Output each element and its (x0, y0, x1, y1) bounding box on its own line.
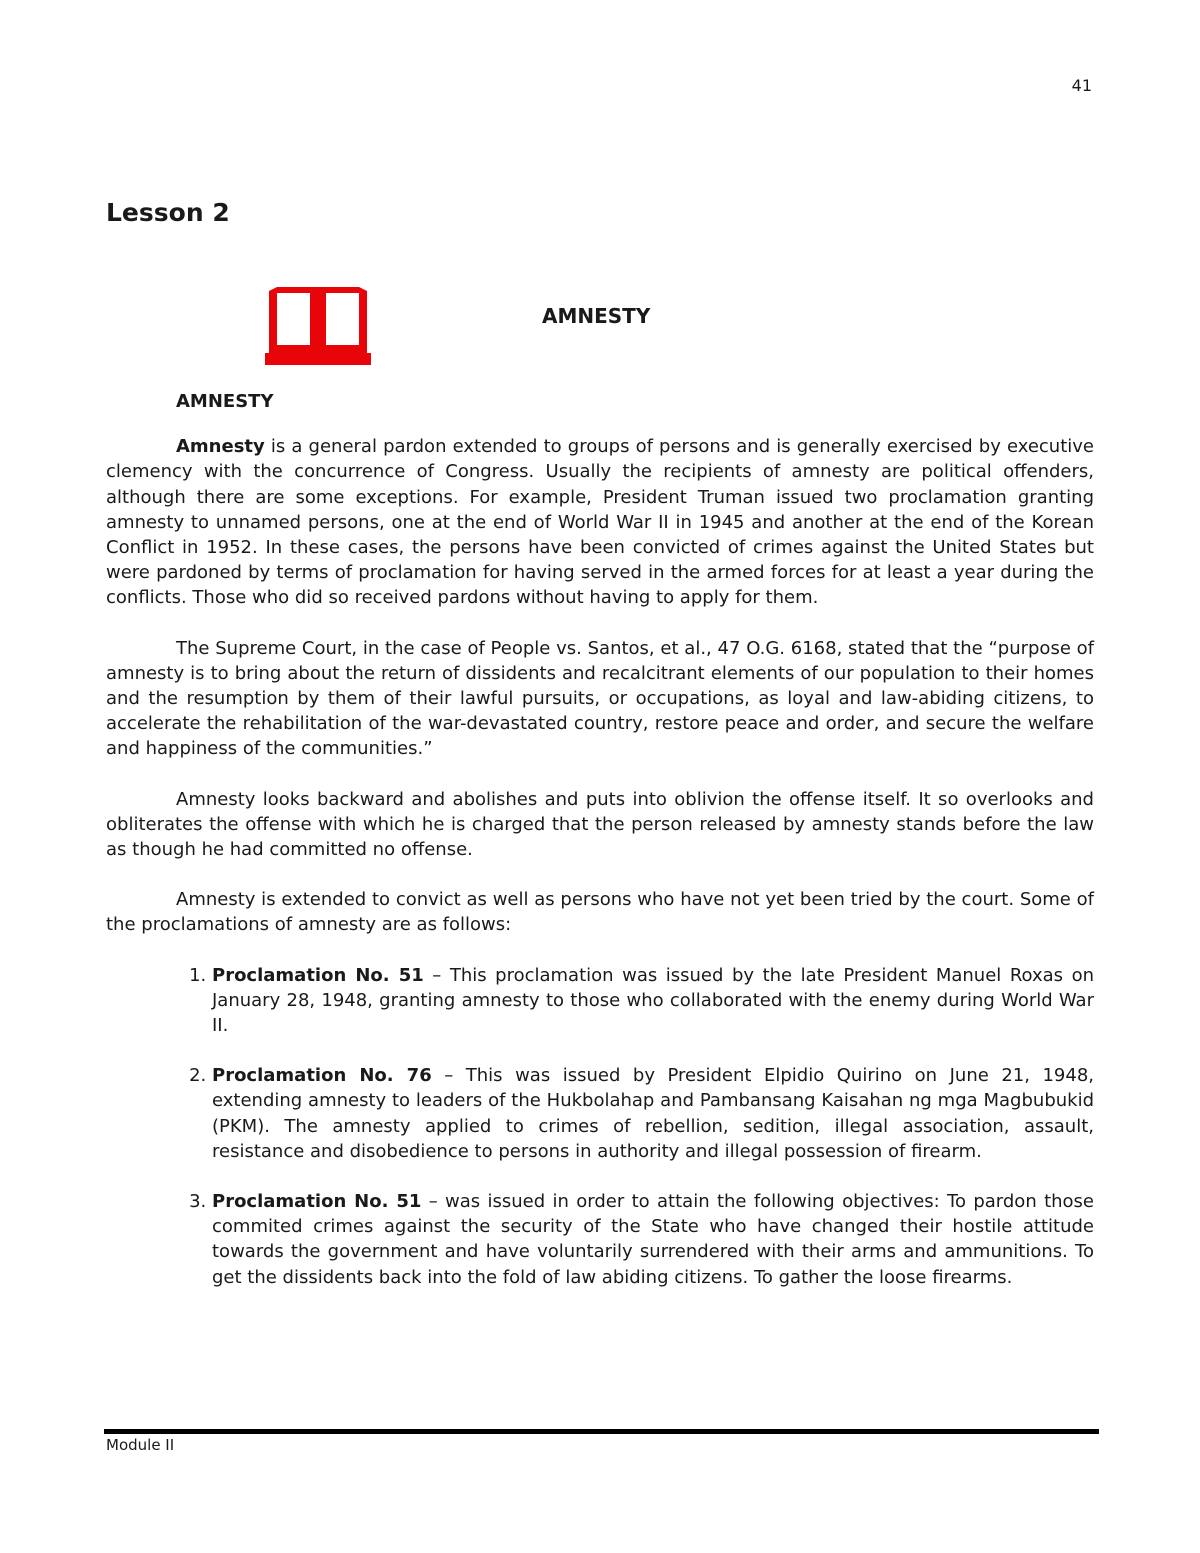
lesson-title: Lesson 2 (106, 198, 230, 227)
proclamation-title: Proclamation No. 51 (212, 964, 424, 986)
paragraph-supreme-court: The Supreme Court, in the case of People vs. Santos, et al., 47 O.G. 6168, stated that the “purpose of amnesty is to bring about the return of dissidents and recalcitrant elements of our population to their homes and the resumption by them of their lawful pursuits, or occupations, as loyal and law-abiding citizens, to accelerate the rehabilitation of the war-devastated country, restore peace and order, and secure the welfare and happiness of the communities.” (106, 637, 1094, 760)
list-item (212, 1063, 1094, 1164)
proclamation-title: Proclamation No. 76 (212, 1065, 432, 1087)
center-heading: AMNESTY (542, 304, 651, 328)
proclamation-list (106, 963, 1094, 1290)
proclamation-text: – was issued in order to attain the following objectives: To pardon those commited crimes against the security of the State who have changed their hostile attitude towards the government and have voluntarily surrendered with their arms and ammunitions. To get the dissidents back into the fold of law abiding citizens. To gather the loose firearms. (212, 1191, 1094, 1288)
proclamation-text: – This was issued by President Elpidio Quirino on June 21, 1948, extending amnesty to leaders of the Hukbolahap and Pambansang Kaisahan ng mga Magbubukid (PKM). The amnesty applied to crimes of rebellion, sedition, illegal association, assault, resistance and disobedience to persons in authority and illegal possession of firearm. (212, 1065, 1094, 1162)
book-icon-right-inner (326, 293, 359, 345)
book-icon-left-inner (277, 293, 310, 345)
book-icon (265, 287, 371, 365)
book-icon-cover (265, 353, 371, 365)
list-item (212, 1189, 1094, 1290)
lead-term: Amnesty (176, 436, 265, 458)
paragraph-proclamations-intro: Amnesty is extended to convict as well as persons who have not yet been tried by the court. Some of the proclamations of amnesty are as follows: (106, 889, 1094, 936)
book-icon-spine (314, 287, 322, 357)
proclamation-text: – This proclamation was issued by the late President Manuel Roxas on January 28, 1948, granting amnesty to those who collaborated with the enemy during World War II. (212, 964, 1094, 1037)
page-number: 41 (1071, 76, 1092, 95)
paragraph-amnesty-effect: Amnesty looks backward and abolishes and puts into oblivion the offense itself. It so overlooks and obliterates the offense with which he is charged that the person released by amnesty stands before the law as though he had committed no offense. (106, 788, 1094, 861)
footer-module-label: Module II (106, 1436, 175, 1454)
lesson-content (106, 389, 1094, 1315)
paragraph-amnesty-definition (106, 434, 1094, 610)
footer-divider (104, 1429, 1099, 1434)
list-item (212, 963, 1094, 1039)
section-heading: AMNESTY (176, 391, 274, 412)
paragraph-text: is a general pardon extended to groups of persons and is generally exercised by executive clemency with the concurrence of Congress. Usually the recipients of amnesty are political offenders, although there are some exceptions. For example, President Truman issued two proclamation granting amnesty to unnamed persons, one at the end of World War II in 1945 and another at the end of the Korean Conflict in 1952. In these cases, the persons have been convicted of crimes against the United States but were pardoned by terms of proclamation for having served in the armed forces for at least a year during the conflicts. Those who did so received pardons without having to apply for them. (106, 436, 1094, 609)
proclamation-title: Proclamation No. 51 (212, 1191, 422, 1213)
